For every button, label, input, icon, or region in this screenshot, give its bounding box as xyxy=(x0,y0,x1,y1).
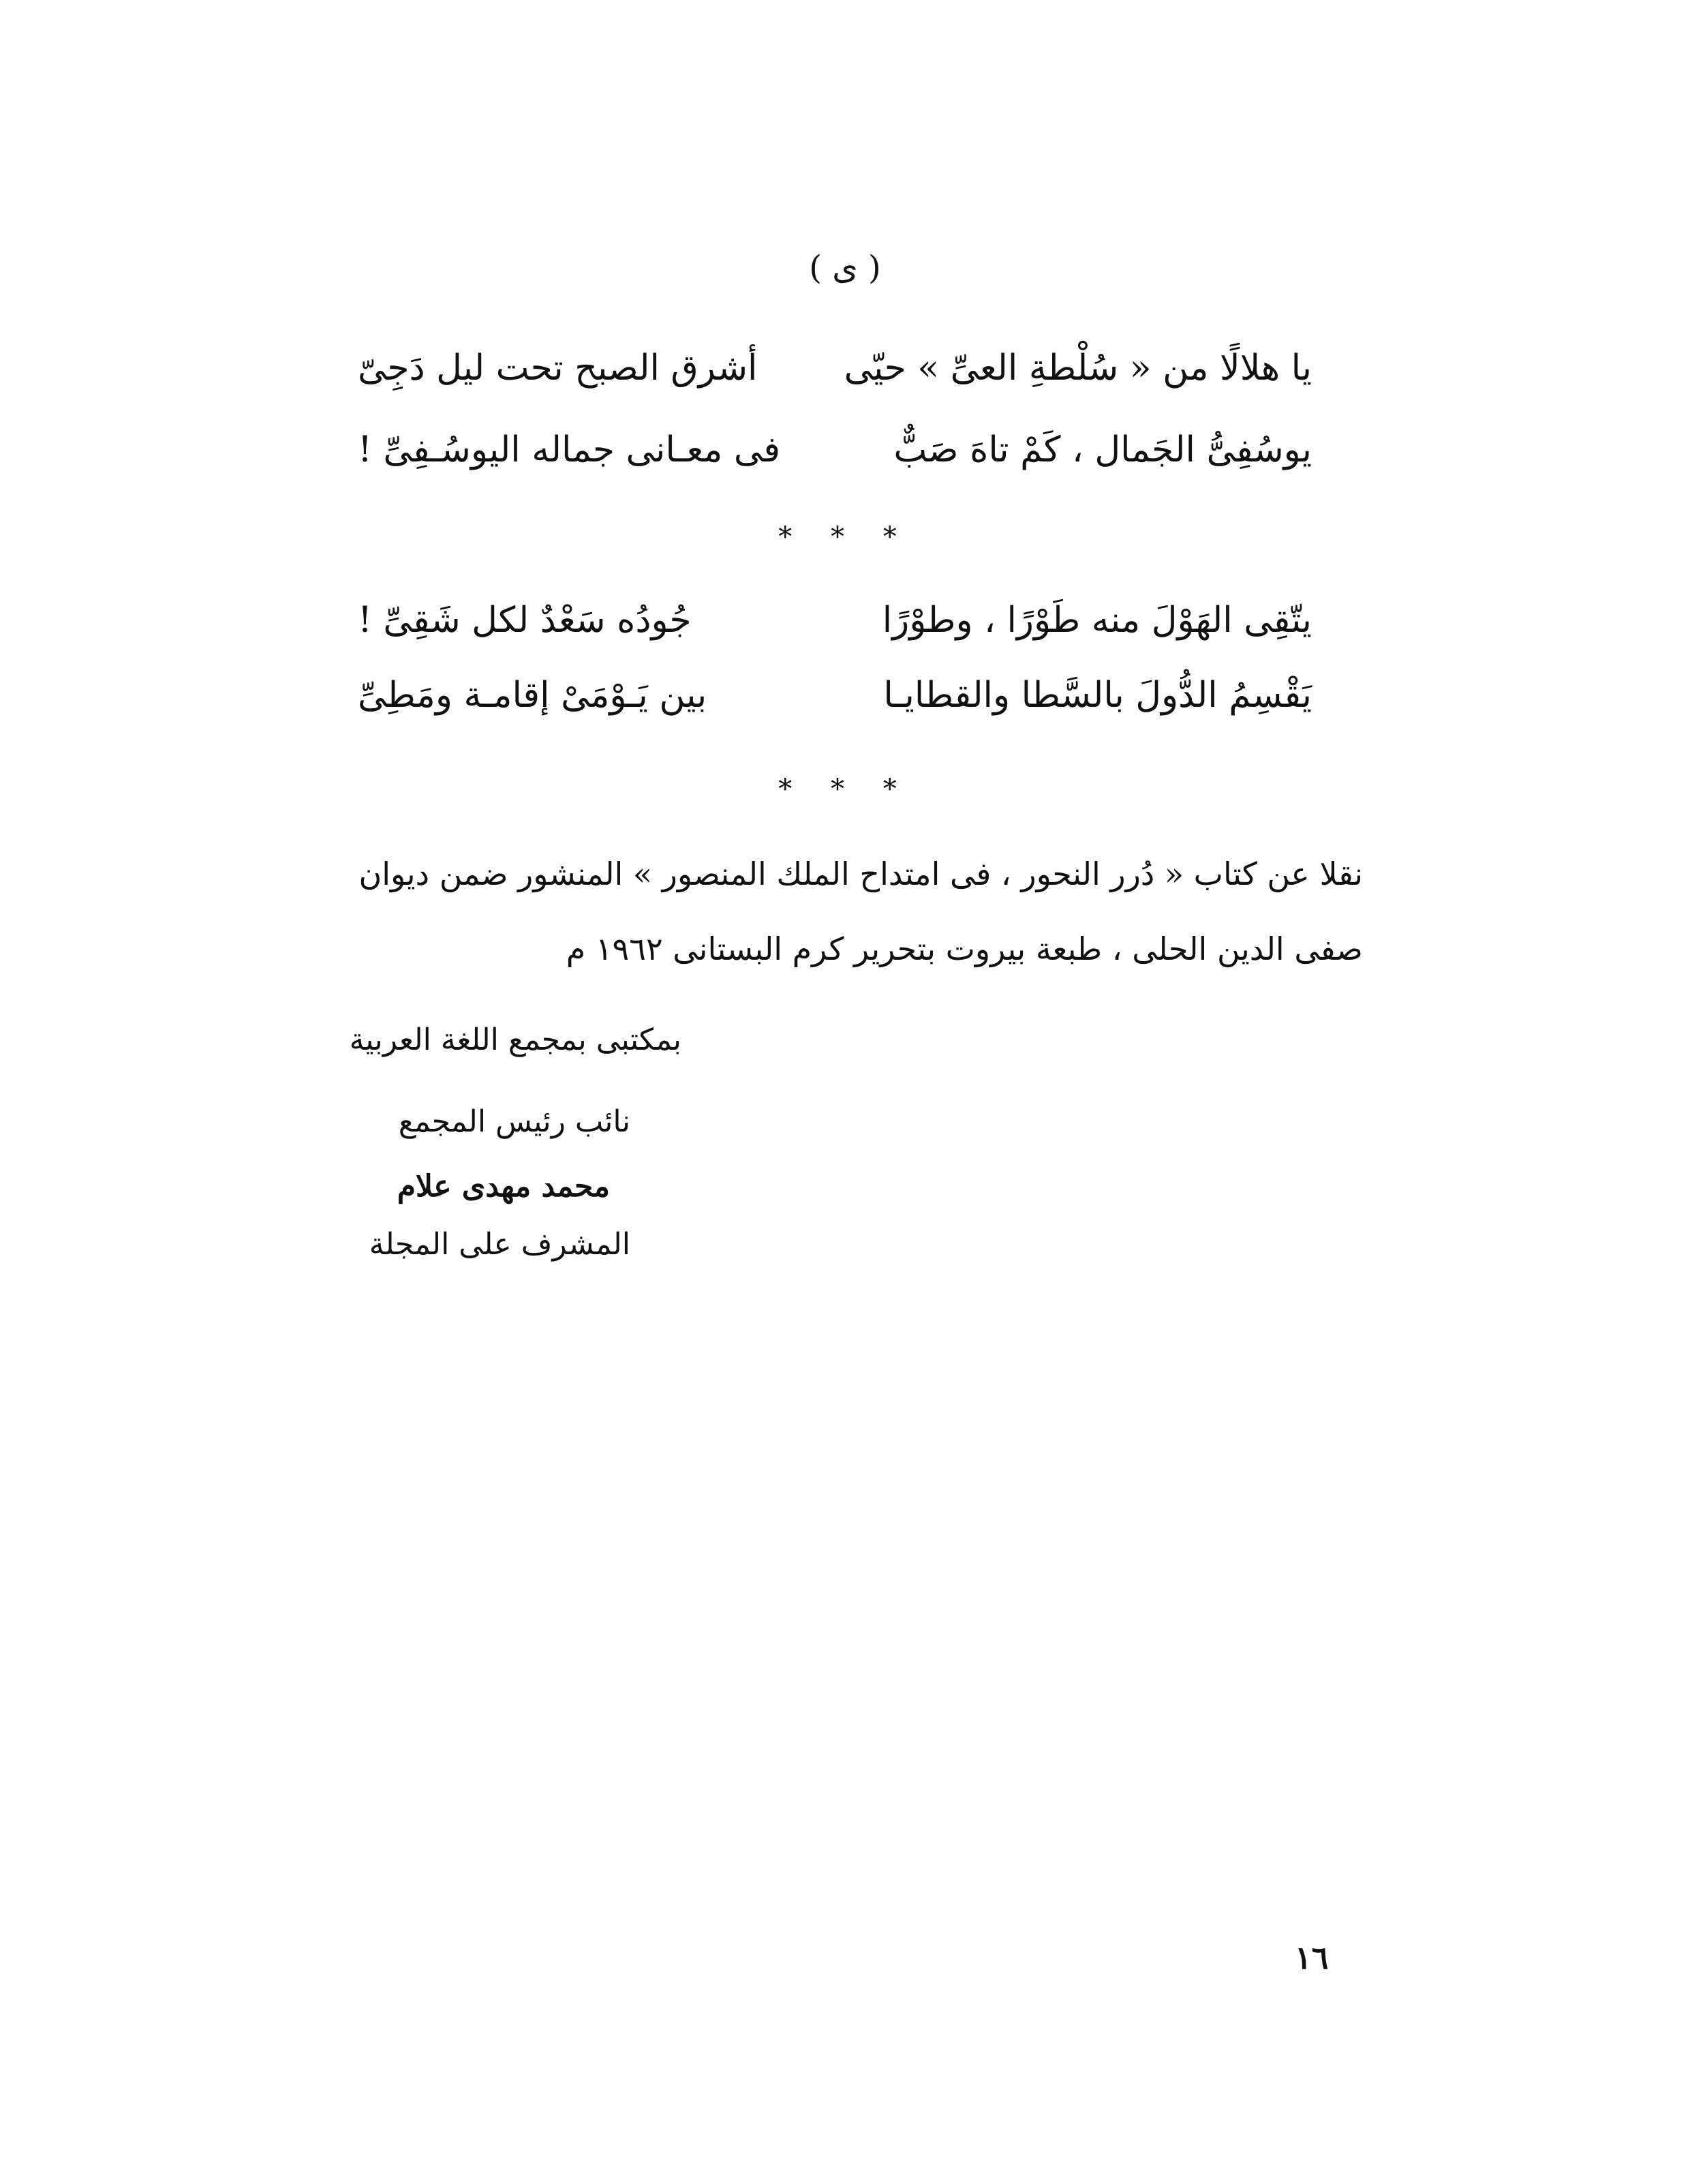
verse-second-hemistich: بين يَـوْمَىْ إقامـة ومَطِىِّ xyxy=(358,675,707,716)
verse-line xyxy=(358,590,1312,651)
separator-stars: * * * xyxy=(778,521,912,553)
verse-first-hemistich: يَقْسِمُ الدُّولَ بالسَّطا والقطايـا xyxy=(883,675,1312,716)
separator-stars: * * * xyxy=(778,774,912,805)
source-note-line: نقلا عن كتاب « دُرر النحور ، فى امتداح الملك المنصور » المنشور ضمن ديوان xyxy=(358,855,1363,892)
verse-first-hemistich: يا هلالًا من « سُلْطةِ العىِّ » حيّى xyxy=(844,348,1312,389)
signature-title: نائب رئيس المجمع xyxy=(398,1104,630,1139)
signature-location: بمكتبى بمجمع اللغة العربية xyxy=(349,1022,681,1057)
section-label: ( ى ) xyxy=(809,249,881,287)
source-note-line: صفى الدين الحلى ، طبعة بيروت بتحرير كرم البستانى ١٩٦٢ م xyxy=(566,930,1363,967)
verse-line xyxy=(358,337,1312,399)
verse-second-hemistich: جُودُه سَعْدٌ لكل شَقِىِّ ! xyxy=(358,600,692,641)
signature-role: المشرف على المجلة xyxy=(369,1227,630,1262)
verse-first-hemistich: يوسُفِىُّ الجَمال ، كَمْ تاهَ صَبٌّ xyxy=(893,429,1312,470)
verse-second-hemistich: أشرق الصبح تحت ليل دَجِىّ xyxy=(358,348,758,389)
page-number: ١٦ xyxy=(1295,1939,1329,1976)
verse-second-hemistich: فى معـانى جماله اليوسُـفِىِّ ! xyxy=(358,429,781,470)
verse-first-hemistich: يتّقِى الهَوْلَ منه طَوْرًا ، وطوْرًا xyxy=(882,600,1312,641)
signature-name: محمد مهدى علام xyxy=(397,1169,610,1204)
verse-line xyxy=(358,665,1312,726)
verse-line xyxy=(358,419,1312,481)
